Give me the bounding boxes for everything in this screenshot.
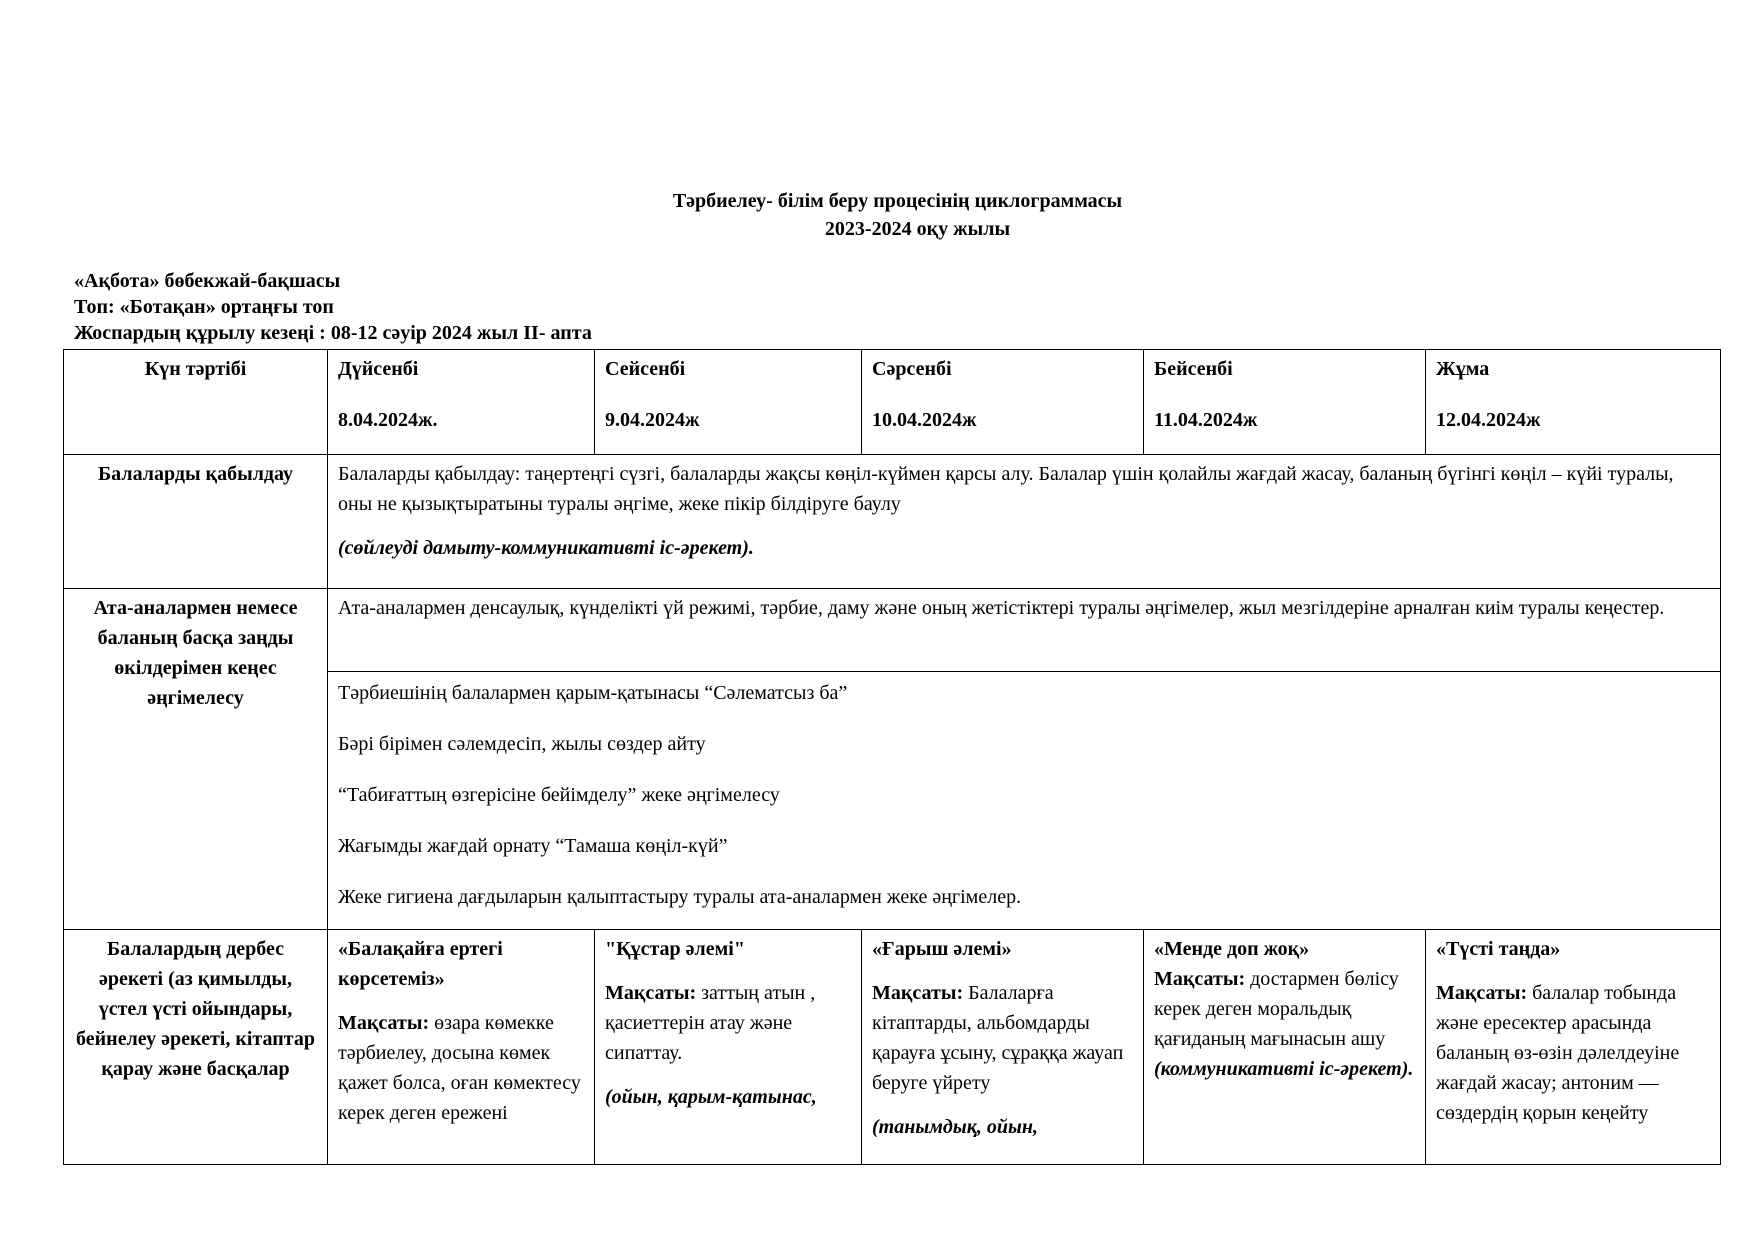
parents-text: Ата-аналармен денсаулық, күнделікті үй режимі, тәрбие, даму және оның жетістіктері туралы әңгімелер, жыл мезгілдеріне арналған киім туралы кеңестер.	[338, 597, 1665, 619]
activity-row	[64, 930, 1721, 1165]
activity-note: (коммуникативті іс-әрекет).	[1154, 1058, 1414, 1080]
activity-title: "Құстар әлемі"	[605, 938, 745, 960]
plan-period: Жоспардың құрылу кезеңі : 08-12 сәуір 2024 жыл II- апта	[74, 322, 592, 344]
row-label-activity: Балалардың дербес әрекеті (аз қимылды, үстел үсті ойындары, бейнелеу әрекеті, кітаптар қарау және басқалар	[64, 930, 328, 1165]
activity-thursday	[1144, 930, 1426, 1165]
day-date: 9.04.2024ж	[605, 409, 700, 431]
communication-content	[328, 672, 1721, 930]
document-title: Тәрбиелеу- білім беру процесінің циклограммасы	[672, 190, 1123, 212]
activity-title: «Менде доп жоқ»	[1154, 938, 1310, 960]
day-date: 8.04.2024ж.	[338, 409, 438, 431]
communication-line: Жеке гигиена дағдыларын қалыптастыру туралы ата-аналармен жеке әңгімелер.	[338, 886, 1022, 908]
daily-routine-header: Күн тәртібі	[64, 350, 328, 455]
parents-content	[328, 589, 1721, 672]
activity-goal: Мақсаты: балалар тобында және ересектер арасында баланың өз-өзін дәлелдеуіне жағдай жасау; антоним — сөздердің қорын кеңейту	[1436, 982, 1680, 1124]
communication-line: Жағымды жағдай орнату “Тамаша көңіл-күй”	[338, 835, 728, 857]
row-label-reception: Балаларды қабылдау	[64, 455, 328, 589]
day-header-tuesday	[595, 350, 862, 455]
activity-title: «Ғарыш әлемі»	[872, 938, 1012, 960]
activity-title: «Түсті таңда»	[1436, 938, 1561, 960]
day-date: 12.04.2024ж	[1436, 409, 1541, 431]
academic-year: 2023-2024 оқу жылы	[824, 218, 1011, 240]
day-header-friday	[1426, 350, 1721, 455]
day-date: 11.04.2024ж	[1154, 409, 1258, 431]
communication-line: Бәрі бірімен сәлемдесіп, жылы сөздер айту	[338, 733, 706, 755]
schedule-table	[63, 349, 1721, 1165]
day-name: Жұма	[1436, 358, 1490, 380]
day-name: Дүйсенбі	[338, 358, 419, 380]
activity-monday	[328, 930, 595, 1165]
day-name: Сейсенбі	[605, 358, 686, 380]
day-name: Сәрсенбі	[872, 358, 952, 380]
reception-note: (сөйлеуді дамыту-коммуникативті іс-әрекет).	[338, 537, 754, 559]
communication-line: “Табиғаттың өзгерісіне бейімделу” жеке әңгімелесу	[338, 784, 780, 806]
activity-title: «Балақайға ертегі көрсетеміз»	[338, 938, 503, 990]
activity-goal: Мақсаты: достармен бөлісу керек деген моральдық қағиданың мағынасын ашу	[1154, 968, 1399, 1050]
day-name: Бейсенбі	[1154, 358, 1233, 380]
day-header-monday	[328, 350, 595, 455]
activity-goal: Мақсаты: заттың атын , қасиеттерін атау және сипаттау.	[605, 982, 816, 1064]
activity-note: (танымдық, ойын,	[872, 1116, 1038, 1138]
parents-row	[64, 589, 1721, 672]
activity-note: (ойын, қарым-қатынас,	[605, 1086, 817, 1108]
activity-tuesday	[595, 930, 862, 1165]
reception-row	[64, 455, 1721, 589]
header-row	[64, 350, 1721, 455]
reception-text: Балаларды қабылдау: таңертеңгі сүзгі, балаларды жақсы көңіл-күймен қарсы алу. Балалар үшін қолайлы жағдай жасау, баланың бүгінгі көңіл – күйі туралы, оны не қызықтыратыны туралы әңгіме, жеке пікір білдіруге баулу	[338, 463, 1674, 515]
day-header-wednesday	[862, 350, 1144, 455]
day-header-thursday	[1144, 350, 1426, 455]
row-label-parents: Ата-аналармен немесе баланың басқа заңды өкілдерімен кеңес әңгімелесу	[64, 589, 328, 930]
reception-content	[328, 455, 1721, 589]
day-date: 10.04.2024ж	[872, 409, 977, 431]
communication-line: Тәрбиешінің балалармен қарым-қатынасы “Сәлематсыз ба”	[338, 682, 848, 704]
group-name: Топ: «Ботақан» ортаңғы топ	[74, 296, 334, 318]
activity-goal: Мақсаты: Балаларға кітаптарды, альбомдарды қарауға ұсыну, сұраққа жауап беруге үйрету	[872, 982, 1124, 1094]
kindergarten-name: «Ақбота» бөбекжай-бақшасы	[74, 270, 341, 292]
activity-wednesday	[862, 930, 1144, 1165]
activity-friday	[1426, 930, 1721, 1165]
activity-goal: Мақсаты: өзара көмекке тәрбиелеу, досына көмек қажет болса, оған көмектесу керек деген ережені	[338, 1012, 581, 1124]
